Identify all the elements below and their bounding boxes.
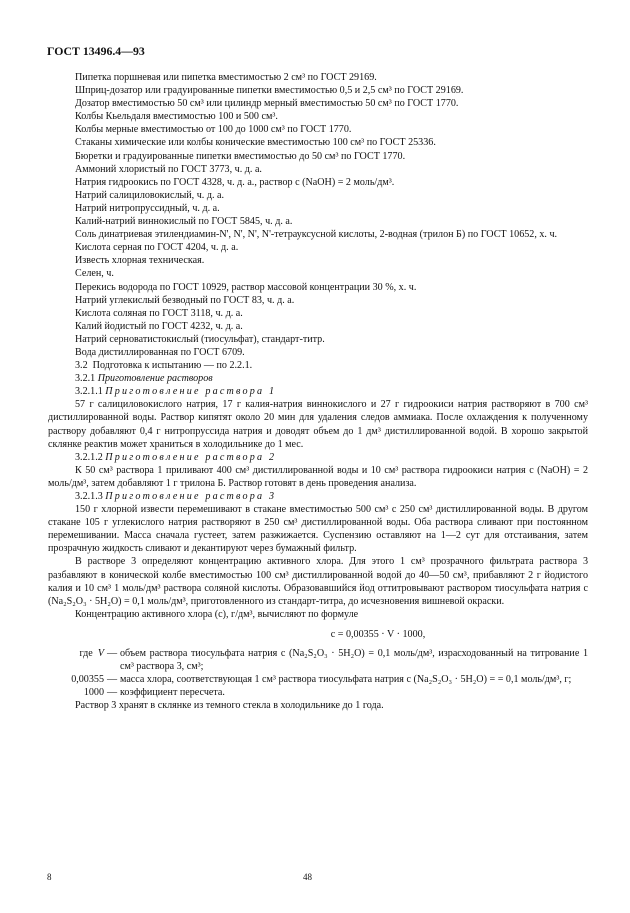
equipment-list <box>48 71 588 359</box>
chlorine-determination-text: В растворе 3 определяют концентрацию активного хлора. Для этого 1 см³ прозрачного фильтрата раствора 3 разбавляют в конической колбе вместимостью 100 см³ дистиллированной водой до 40—50 см³, прибавляют 2 г йодистого калия и 10 см³ 1 моль/дм³ раствора соляной кислоты. Образовавшийся йод оттитровывают раствором тиосульфата натрия c (Na₂S₂O₃ · 5H₂O) = 0,1 моль/дм³, приготовленного из стандарт-титра, до исчезновения вишневой окраски. <box>48 556 588 607</box>
list-item: Дозатор вместимостью 50 см³ или цилиндр мерный вместимостью 50 см³ по ГОСТ 1770. <box>75 98 459 110</box>
list-item: Колбы Кьельдаля вместимостью 100 и 500 см³. <box>75 111 278 123</box>
list-item: Натрий салициловокислый, ч. д. а. <box>75 189 225 201</box>
section-3-2 <box>48 359 588 372</box>
legend-dash: — <box>106 687 118 699</box>
legend-text: масса хлора, соответствующая 1 см³ раствора тиосульфата натрия c (Na₂S₂O₃ · 5H₂O) = = 0,1 моль/дм³, г; <box>120 674 572 686</box>
list-item: Известь хлорная техническая. <box>75 255 205 267</box>
document-header: ГОСТ 13496.4—93 <box>47 44 145 58</box>
page-number-left: 8 <box>47 872 52 882</box>
section-3-2-1-2-heading <box>48 451 588 464</box>
section-3-2-1 <box>48 372 588 385</box>
list-item: Перекись водорода по ГОСТ 10929, раствор массовой концентрации 30 %, х. ч. <box>75 281 417 293</box>
legend-row <box>48 686 588 699</box>
list-item: Бюретки и градуированные пипетки вместимостью до 50 см³ по ГОСТ 1770. <box>75 150 406 162</box>
list-item: Натрий серноватистокислый (тиосульфат), стандарт-титр. <box>75 333 325 345</box>
legend-prefix: где <box>79 648 93 660</box>
list-item: Калий йодистый по ГОСТ 4232, ч. д. а. <box>75 320 243 332</box>
list-item: Вода дистиллированная по ГОСТ 6709. <box>75 346 245 358</box>
list-item: Шприц-дозатор или градуированные пипетки вместимостью 0,5 и 2,5 см³ по ГОСТ 29169. <box>75 85 464 97</box>
legend-row <box>48 673 588 686</box>
list-item: Колбы мерные вместимостью от 100 до 1000 см³ по ГОСТ 1770. <box>75 124 352 136</box>
solution-2-text: К 50 см³ раствора 1 приливают 400 см³ дистиллированной воды и 10 см³ раствора гидроокиси натрия c (NaOH) = 2 моль/дм³, затем добавляют 1 г трилона Б. Раствор готовят в день проведения анализа. <box>48 464 588 489</box>
list-item: Кислота серная по ГОСТ 4204, ч. д. а. <box>75 242 239 254</box>
section-number: 3.2.1.2 <box>75 451 103 463</box>
formula-legend <box>48 647 588 699</box>
section-number: 3.2 <box>75 360 88 372</box>
section-title: Приготовление раствора 3 <box>105 491 277 502</box>
legend-symbol: 1000 <box>83 687 104 699</box>
solution-3-text: 150 г хлорной извести перемешивают в стакане вместимостью 500 см³ с 250 см³ дистиллированной воды. В другом стакане 105 г углекислого натрия растворяют в 250 см³ дистиллированной воды. Оба раствора сливают при постоянном перемешивании. Масса сначала густеет, затем разжижается. Суспензию оставляют на 1—2 сут для отстаивания, затем прозрачную жидкость сливают и декантируют через бумажный фильтр. <box>48 504 588 555</box>
storage-note: Раствор 3 хранят в склянке из темного стекла в холодильнике до 1 года. <box>75 700 384 712</box>
section-3-2-1-1-heading <box>48 385 588 398</box>
legend-dash: — <box>106 648 118 660</box>
legend-row <box>48 647 588 673</box>
legend-symbol <box>48 647 104 660</box>
legend-text: коэффициент пересчета. <box>120 687 225 699</box>
section-number: 3.2.1.3 <box>75 491 103 502</box>
formula: c = 0,00355 · V · 1000, <box>330 628 426 640</box>
list-item: Натрия гидроокись по ГОСТ 4328, ч. д. а., раствор c (NaOH) = 2 моль/дм³. <box>75 176 395 188</box>
legend-dash: — <box>106 674 118 686</box>
formula-intro: Концентрацию активного хлора (c), г/дм³, вычисляют по формуле <box>75 608 359 620</box>
section-title: Приготовление раствора 1 <box>105 386 277 398</box>
document-body <box>48 71 588 713</box>
list-item: Натрий углекислый безводный по ГОСТ 83, ч. д. а. <box>75 294 295 306</box>
list-item: Селен, ч. <box>75 268 114 280</box>
page-number-center: 48 <box>303 872 312 882</box>
section-title: Приготовление растворов <box>97 373 213 385</box>
section-number: 3.2.1 <box>75 373 96 385</box>
legend-text: объем раствора тиосульфата натрия c (Na₂S₂O₃ · 5H₂O) = 0,1 моль/дм³, израсходованный на титрование 1 см³ раствора 3, см³; <box>120 648 588 673</box>
list-item: Кислота соляная по ГОСТ 3118, ч. д. а. <box>75 307 243 319</box>
list-item: Натрий нитропруссидный, ч. д. а. <box>75 202 220 214</box>
section-number: 3.2.1.1 <box>75 386 103 398</box>
section-text: Подготовка к испытанию — по 2.2.1. <box>92 360 253 372</box>
section-title: Приготовление раствора 2 <box>105 451 277 463</box>
list-item: Аммоний хлористый по ГОСТ 3773, ч. д. а. <box>75 163 262 175</box>
list-item: Калий-натрий виннокислый по ГОСТ 5845, ч. д. а. <box>75 216 293 228</box>
list-item: Соль динатриевая этилендиамин-N', N', N', N'-тетрауксусной кислоты, 2-водная (трилон Б) по ГОСТ 10652, х. ч. <box>75 229 558 241</box>
list-item: Пипетка поршневая или пипетка вместимостью 2 см³ по ГОСТ 29169. <box>75 72 377 83</box>
legend-variable: V <box>97 648 104 660</box>
list-item: Стаканы химические или колбы конические вместимостью 100 см³ по ГОСТ 25336. <box>75 137 436 149</box>
section-3-2-1-3-heading <box>48 490 588 503</box>
legend-symbol: 0,00355 <box>71 674 104 686</box>
solution-1-text: 57 г салициловокислого натрия, 17 г калия-натрия виннокислого и 27 г гидроокиси натрия растворяют в 700 см³ дистиллированной воды. Раствор кипятят около 20 мин для удаления следов аммиака. После охлаждения к полученному раствору добавляют 0,4 г нитропруссида натрия и доводят объем до 1 дм³ дистиллированной водой. В хорошо закрытой склянке реактив может храниться в холодильнике до 1 мес. <box>48 399 588 450</box>
